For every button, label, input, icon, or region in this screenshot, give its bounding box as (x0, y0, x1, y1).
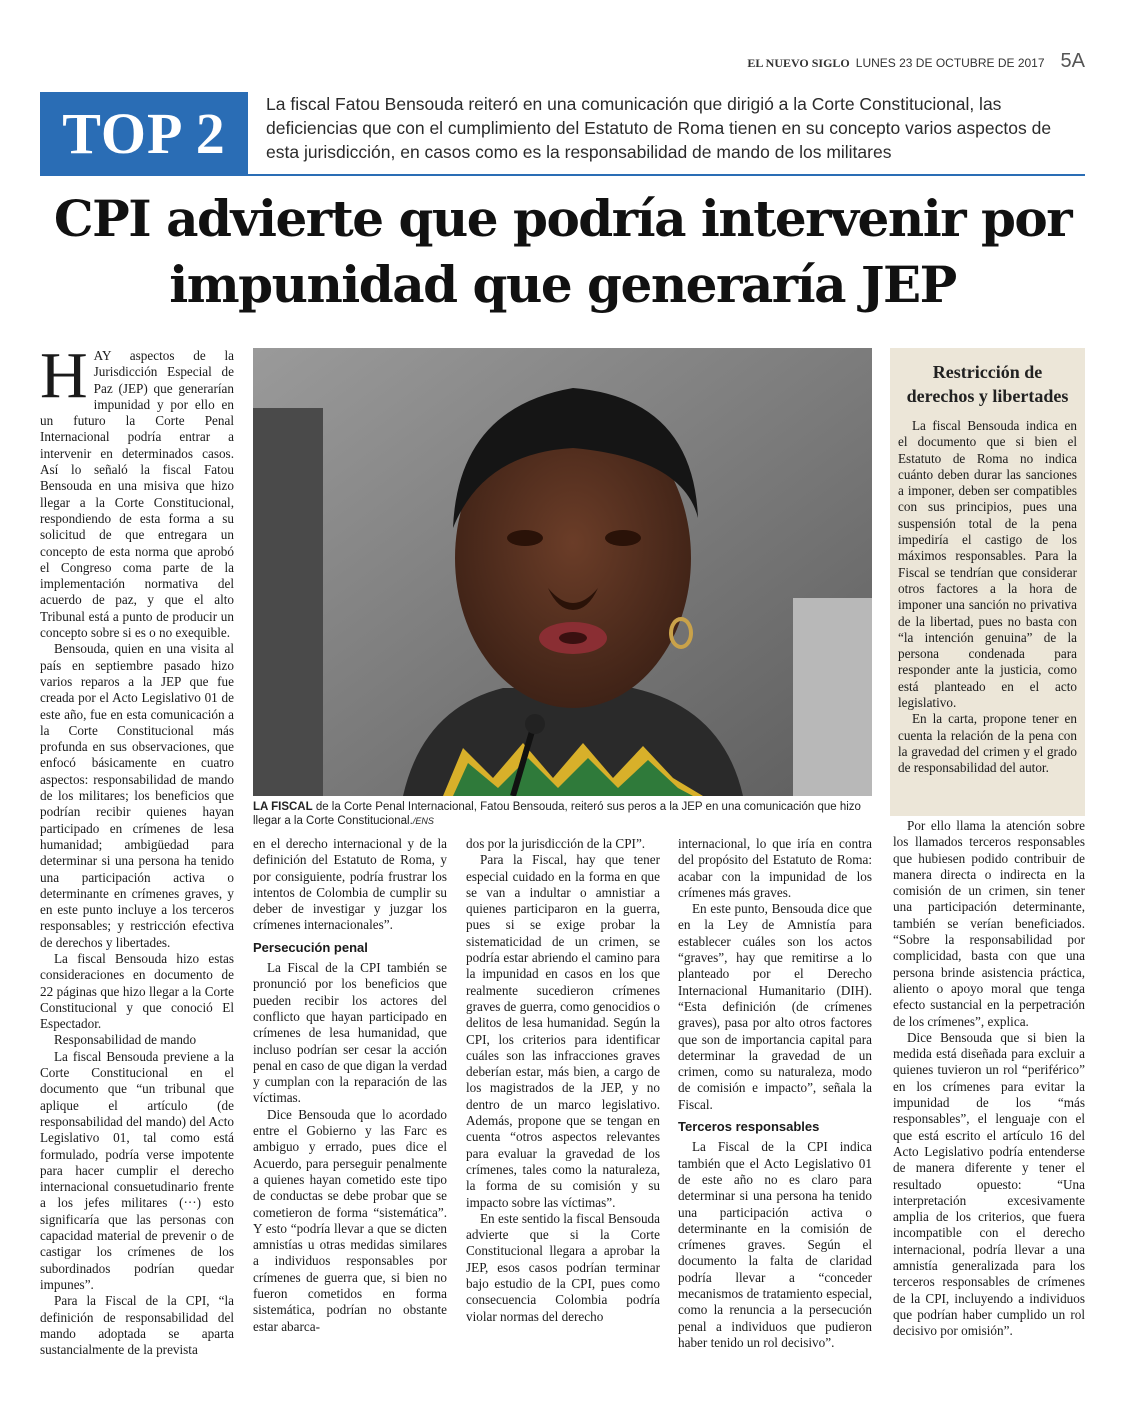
body-paragraph: La Fiscal de la CPI indica también que el Acto Legislativo 01 de este año no es claro para determinar si una persona ha tenido una participación activa o determinante en la comisión de crímenes graves. Según el documento la falta de claridad podría llevar a “conceder mecanismos de tratamiento especial, como la renuncia a la persecución penal a individuos que pudieron haber tenido un rol decisivo”. (678, 1139, 872, 1350)
body-paragraph: internacional, lo que iría en contra del propósito del Estatuto de Roma: acabar con la impunidad de los crímenes más graves. (678, 836, 872, 900)
body-paragraph: Para la Fiscal de la CPI, “la definición de responsabilidad del mando adoptada se aparta sustancialmente de la prevista (40, 1293, 234, 1358)
masthead (747, 50, 1085, 73)
body-paragraph: La fiscal Bensouda hizo estas consideraciones en documento de 22 páginas que hizo llegar a la Corte Constitucional y que conoció El Espectador. (40, 950, 234, 1032)
summary-deck: La fiscal Fatou Bensouda reiteró en una comunicación que dirigió a la Corte Constitucional, las deficiencias que con el cumplimiento del Estatuto de Roma tienen en su concepto varios aspectos de esta jurisdicción, en casos como es la responsabilidad de mando de los militares (266, 94, 1052, 162)
section-subhead: Persecución penal (253, 939, 368, 955)
caption-text: de la Corte Penal Internacional, Fatou Bensouda, reiteró sus peros a la JEP en una comunicación que hizo llegar a la Corte Constitucional. (253, 801, 861, 827)
headline: CPI advierte que podría intervenir por impunidad que generaría JEP (53, 189, 1072, 314)
body-paragraph: En este sentido la fiscal Bensouda advierte que si la Corte Constitucional llegara a aprobar la JEP, esos casos podrían terminar bajo estudio de la CPI, pues como consecuencia Colombia podría violar normas del derecho (466, 1210, 660, 1324)
sidebar-box (890, 348, 1085, 816)
body-paragraph: Bensouda, quien en una visita al país en septiembre pasado hizo varios reparos a la JEP que fue creada por el Acto Legislativo 01 de este año, fue en esta comunicación a la Corte Constitucional más profunda en sus observaciones, que enfocó básicamente en cuatro aspectos: responsabilidad de mando de los militares; los beneficios que podrían recibir quienes hayan participado en crímenes de lesa humanidad; ambigüedad para determinar si una persona ha tenido una participación activa o determinante en crímenes graves, y en este punto incluye a los terceros responsables; y restricción efectiva de derechos y libertades. (40, 641, 234, 950)
page-number: 5A (1060, 50, 1085, 72)
lead-text: AY aspectos de la Jurisdicción Especial de Paz (JEP) que generarían impunidad y por ello en un futuro la Corte Penal Internacional podría entrar a intervenir en determinados casos. Así lo señaló la fiscal Fatou Bensouda en una misiva que hizo llegar a la Corte Constitucional, respondiendo de esta forma a su solicitud de que entregara un concepto de esta norma que aprobó el Congreso coma parte de la implementación normativa del acuerdo de paz, y que el alto Tribunal está a punto de producir un concepto sobre si es o no exequible. (40, 348, 234, 641)
article-column-3 (466, 836, 660, 1398)
body-paragraph: La fiscal Bensouda previene a la Corte Constitucional en el documento que “un tribunal que aplique el artículo (de responsabilidad del mando) del Acto Legislativo 01, tal como está formulado, podría verse impotente para hacer cumplir el derecho internacional consuetudinario frente a los jefes militares (···) esto significaría que las personas con capacidad material de prevenir o de castigar los crímenes de los subordinados podrían quedar impunes”. (40, 1048, 234, 1292)
sidebar-title: Restricción de derechos y libertades (906, 362, 1069, 406)
portrait-illustration (253, 348, 872, 796)
body-paragraph: Para la Fiscal, hay que tener especial cuidado en la forma en que se van a indultar o amnistiar a quienes participaron en la guerra, pues si se exige probar la sistematicidad de un crimen, se podría estar abriendo el camino para la impunidad en casos en los que realmente sucedieron crímenes graves de guerra, como genocidios o delitos de lesa humanidad. Según la CPI, los criterios para identificar cuáles son las infracciones graves deberían estar, más bien, a cargo de los magistrados de la JEP, y no dentro de un marco legislativo. Además, propone que se tengan en cuenta “otros aspectos relevantes para evaluar la gravedad de los crímenes, tales como la naturaleza, la forma de su comisión y su impacto sobre las víctimas”. (466, 852, 660, 1210)
body-paragraph: Dice Bensouda que si bien la medida está diseñada para excluir a quienes tuvieron un rol “periférico” en los crímenes para evitar la impunidad de los “más responsables”, el lenguaje con el que está escrito el artículo 16 del Acto Legislativo podría entenderse de manera diferente y tener el resultado opuesto: “Una interpretación excesivamente amplia de los criterios, que fuera incompatible con el derecho internacional, podría llevar a una amnistía generalizada para los terceros responsables de crímenes de la CPI, incluyendo a individuos que podrían haber cumplido un rol decisivo por omisión”. (893, 1029, 1085, 1339)
section-subhead: Terceros responsables (678, 1119, 820, 1135)
portrait-photo (253, 348, 872, 796)
body-paragraph: dos por la jurisdicción de la CPI”. (466, 836, 646, 851)
caption-lead: LA FISCAL (253, 801, 313, 813)
section-divider (40, 174, 1085, 176)
article-column-1 (40, 348, 234, 1398)
issue-date: LUNES 23 DE OCTUBRE DE 2017 (855, 56, 1045, 70)
drop-cap: H (40, 348, 88, 412)
body-subhead: Responsabilidad de mando (54, 1032, 197, 1048)
photo-caption (253, 800, 872, 828)
body-paragraph: en el derecho internacional y de la definición del Estatuto de Roma, y por consiguiente, podría frustrar los intentos de Colombia de cumplir su deber de investigar y juzgar los crímenes internacionales”. (253, 836, 447, 933)
body-paragraph: La Fiscal de la CPI también se pronunció por los beneficios que pueden recibir los actores del conflicto que hayan participado en crímenes de lesa humanidad, que incluso podrían ser cesar la acción penal en caso de que digan la verdad y cumplan con la reparación de las víctimas. (253, 960, 447, 1106)
section-badge: TOP 2 (40, 92, 248, 174)
body-paragraph: Por ello llama la atención sobre los llamados terceros responsables que hubiesen podido contribuir de manera directa o indirecta en la comisión de un crimen, sin tener una participación determinante, también se verían beneficiados. “Sobre la responsabilidad por complicidad, basta con que una persona brinde asistencia práctica, aliento o apoyo moral que tenga efecto sustancial en la perpetración de los crímenes”, explica. (893, 818, 1085, 1029)
newspaper-name: EL NUEVO SIGLO (747, 56, 850, 70)
photo-credit: /ENS (412, 816, 434, 826)
sidebar-paragraph: La fiscal Bensouda indica en el documento que si bien el Estatuto de Roma no indica cuánto deben durar las sanciones a imponer, deben ser compatibles con sus principios, pues una suspensión total de la pena impediría el castigo de los máximos responsables. Para la Fiscal se tendrían que considerar otros factores a la hora de imponer una sanción no privativa de la libertad, pues no basta con “la intención genuina” de la persona condenada para responder ante la justicia, como está planteado en el acto legislativo. (898, 418, 1077, 711)
lead-paragraph (40, 348, 234, 641)
body-paragraph: Dice Bensouda que lo acordado entre el Gobierno y las Farc es ambiguo y errado, pues dice el Acuerdo, para perseguir penalmente a quienes hayan cometido este tipo de conductas se debe probar que se cometieron de forma “sistemática”. Y esto “podría llevar a que se dicten amnistías u otras medidas similares a individuos responsables por crímenes de guerra que, si bien no fueron cometidos en forma sistemática, podrían no obstante estar abarca- (253, 1106, 447, 1334)
article-column-4 (678, 836, 872, 1398)
sidebar-paragraph: En la carta, propone tener en cuenta la relación de la pena con la gravedad del crimen y el grado de responsabilidad del autor. (898, 711, 1077, 776)
sidebar-body (898, 418, 1077, 777)
body-paragraph: En este punto, Bensouda dice que en la Ley de Amnistía para establecer cuáles son los actos “graves”, hay que remitirse a lo planteado por el Derecho Internacional Humanitario (DIH). “Esta definición (de crímenes graves), pasa por alto otros factores que son de importancia capital para determinar la gravedad de un crimen, como su naturaleza, modo de comisión e impacto”, señala la Fiscal. (678, 901, 872, 1112)
article-column-5 (893, 818, 1085, 1398)
article-column-2 (253, 836, 447, 1398)
